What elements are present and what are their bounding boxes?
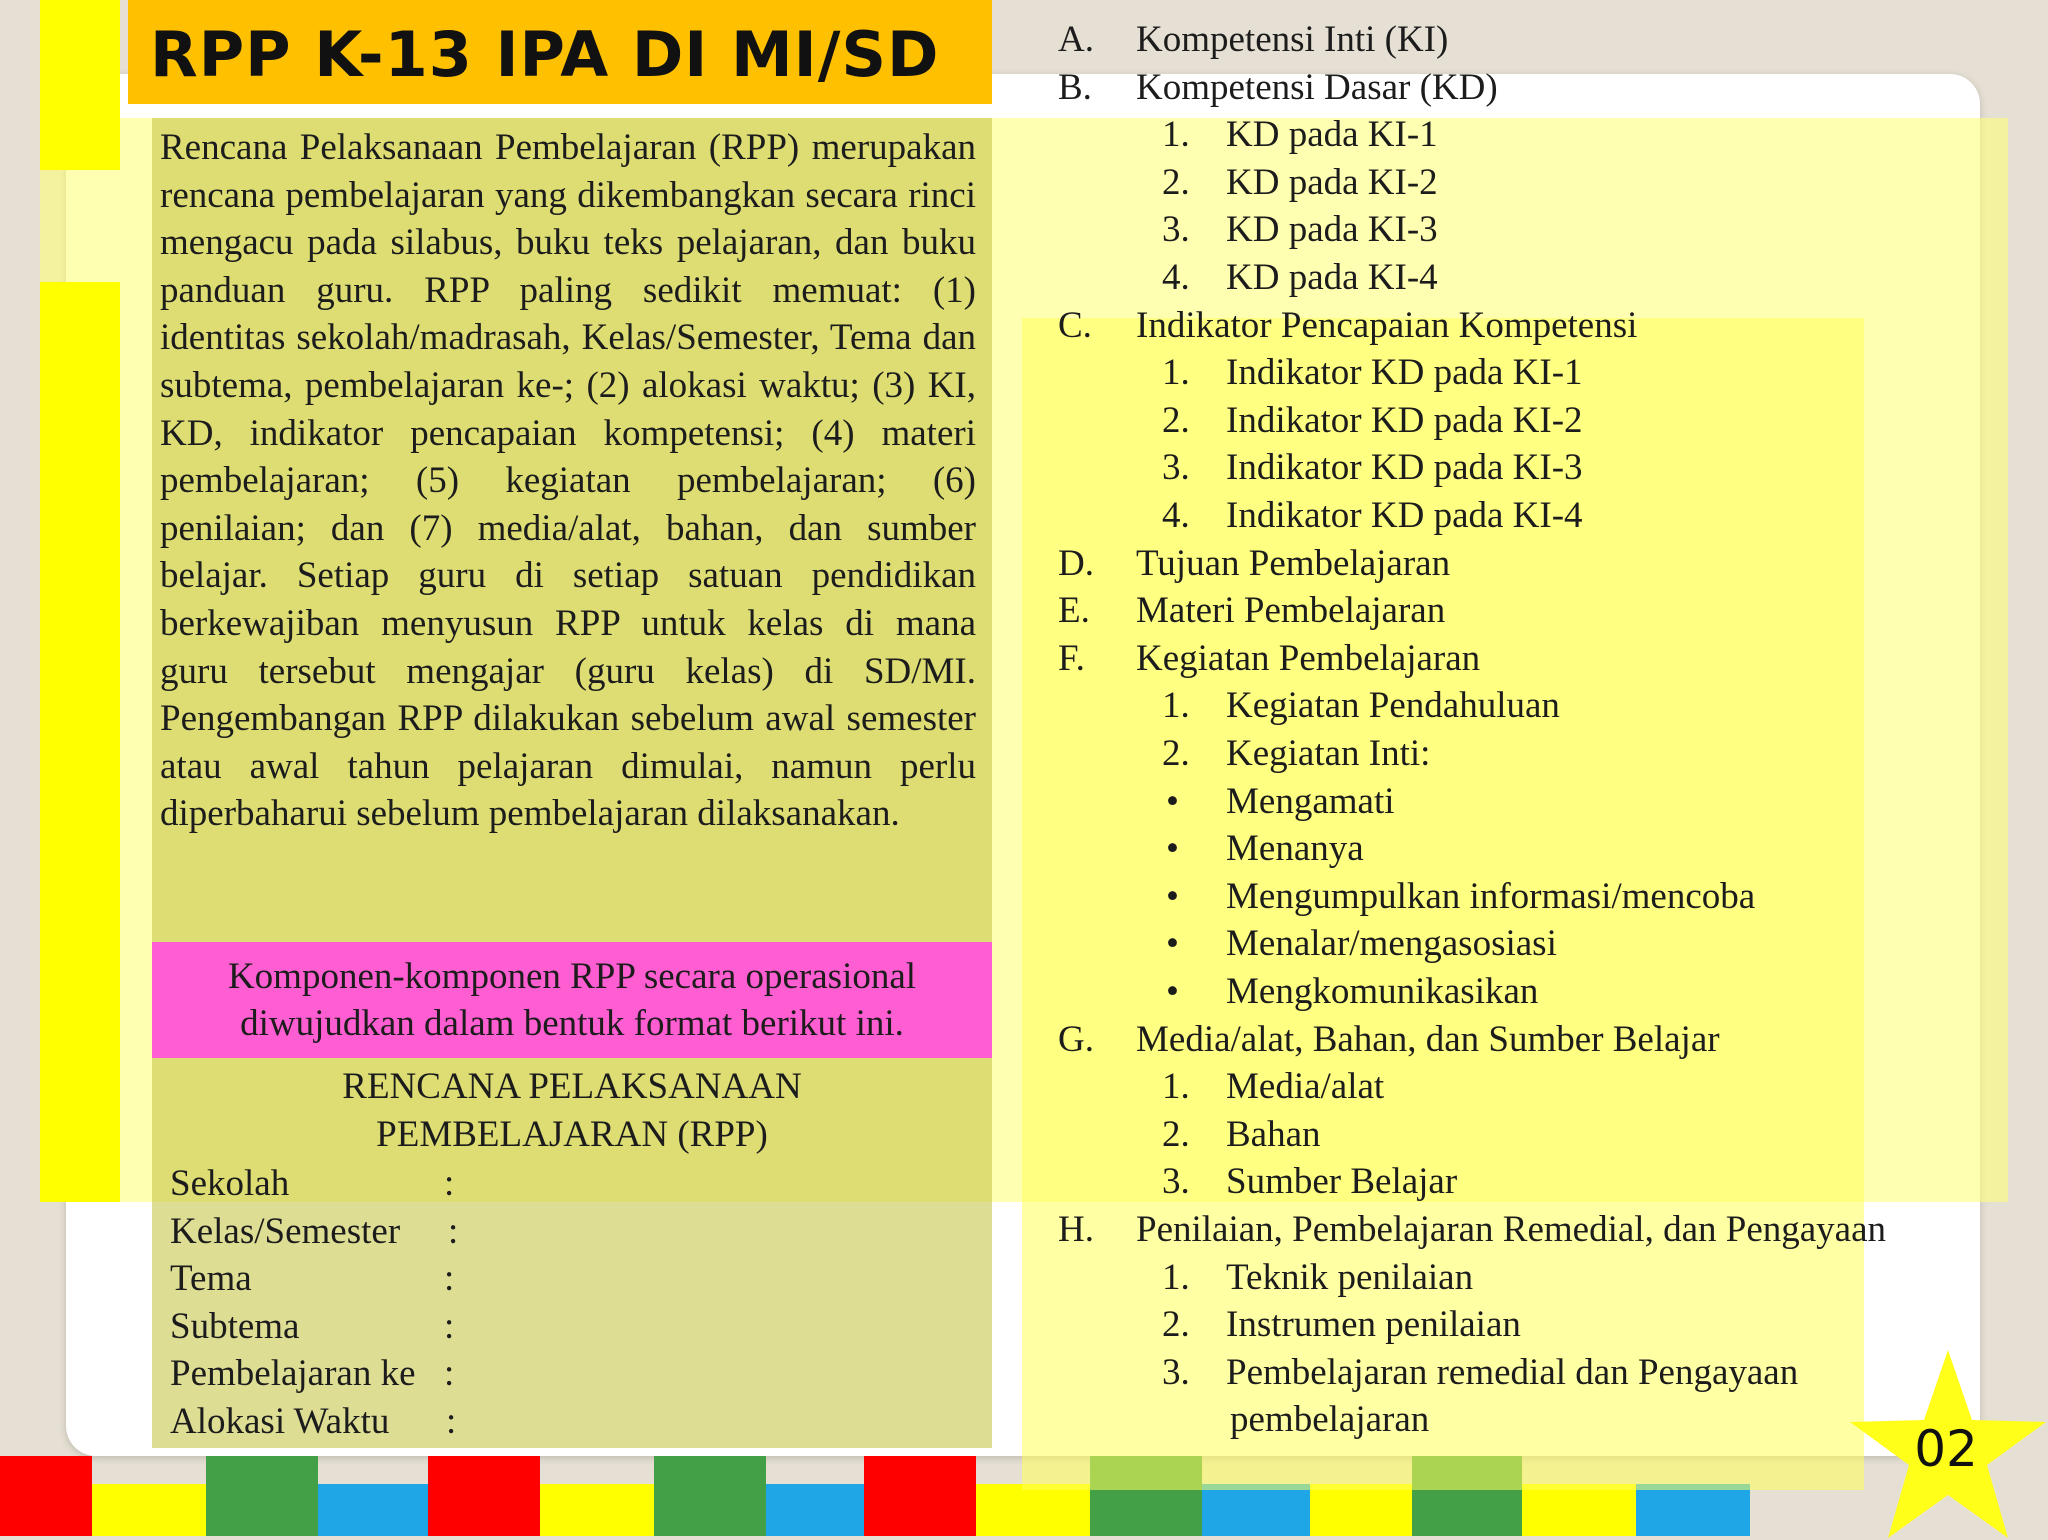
rpp-heading-line-1: RENCANA PELAKSANAAN (342, 1066, 802, 1107)
outline-marker: • (1166, 923, 1179, 965)
outline-item (1162, 254, 2048, 302)
outline-text: Materi Pembelajaran (1136, 590, 1446, 632)
form-field-row (170, 1208, 459, 1255)
strip-segment (318, 1484, 428, 1536)
outline-item (1162, 1254, 2048, 1302)
form-field-label: Sekolah (170, 1163, 290, 1204)
outline-item (1058, 1016, 2018, 1064)
outline-marker: E. (1058, 590, 1090, 632)
form-field-colon: : (448, 1210, 459, 1252)
outline-text: Media/alat (1226, 1066, 1385, 1108)
strip-segment (1202, 1484, 1310, 1536)
intro-paragraph: Rencana Pelaksanaan Pembelajaran (RPP) merupakan rencana pembelajaran yang dikembangkan secara rinci mengacu pada silabus, buku teks pelajaran, dan buku panduan guru. RPP paling sedikit memuat: (1) identitas sekolah/madrasah, Kelas/Semester, Tema dan subtema, pembelajaran ke-; (2) alokasi waktu; (3) KI, KD, indikator pencapaian kompetensi; (4) materi pembelajaran; (5) kegiatan pembelajaran; (6) penilaian; dan (7) media/alat, bahan, dan sumber belajar. Setiap guru di setiap satuan pendidikan berkewajiban menyusun RPP untuk kelas di mana guru tersebut mengajar (guru kelas) di SD/MI. Pengembangan RPP dilakukan sebelum awal semester atau awal tahun pelajaran dimulai, namun perlu diperbaharui sebelum pembelajaran dilaksanakan. (160, 127, 976, 835)
accent-bar-top (40, 0, 120, 170)
outline-item (1058, 16, 2018, 64)
outline-marker: 3. (1162, 447, 1190, 489)
outline-item (1058, 64, 2018, 112)
accent-bar-middle (40, 282, 120, 1202)
outline-text: Tujuan Pembelajaran (1136, 542, 1451, 584)
outline-marker: • (1166, 828, 1179, 870)
outline-item (1162, 206, 2048, 254)
outline-text: Instrumen penilaian (1226, 1304, 1521, 1346)
outline-text: Kegiatan Pembelajaran (1136, 637, 1481, 679)
outline-marker: 2. (1162, 733, 1190, 774)
strip-segment (92, 1484, 206, 1536)
outline-item (1162, 111, 2048, 159)
outline-text: Menanya (1226, 828, 1364, 870)
outline-text: KD pada KI-2 (1226, 161, 1438, 203)
outline-marker: 1. (1162, 352, 1190, 394)
outline-item (1058, 587, 2018, 635)
outline-item (1162, 873, 2048, 921)
form-field-colon: : (444, 1258, 455, 1300)
form-field-row (170, 1350, 455, 1397)
outline-marker: C. (1058, 304, 1092, 346)
outline-text: Kompetensi Dasar (KD) (1136, 66, 1498, 108)
outline-text: KD pada KI-3 (1226, 209, 1438, 251)
strip-segment (1522, 1484, 1636, 1536)
strip-segment (1636, 1484, 1750, 1536)
outline-marker: 2. (1162, 1113, 1190, 1155)
strip-segment (428, 1456, 540, 1536)
outline-text: Mengumpulkan informasi/mencoba (1226, 875, 1756, 917)
form-field-row (170, 1398, 457, 1445)
strip-segment (654, 1456, 766, 1536)
outline-marker: H. (1058, 1209, 1094, 1250)
page-title: RPP K-13 IPA DI MI/SD (150, 18, 940, 91)
outline-text: Kompetensi Inti (KI) (1136, 19, 1449, 60)
outline-marker: 2. (1162, 399, 1190, 441)
outline-item (1162, 349, 2048, 397)
outline-item (1162, 968, 2048, 1016)
form-field-row (170, 1255, 455, 1302)
outline-item (1162, 682, 2048, 730)
outline-text: KD pada KI-4 (1226, 257, 1438, 298)
outline-item (1162, 778, 2048, 826)
outline-marker: 3. (1162, 1161, 1190, 1203)
outline-text: Kegiatan Inti: (1226, 733, 1431, 774)
outline-marker: 1. (1162, 114, 1190, 156)
outline-text: Indikator KD pada KI-2 (1226, 399, 1583, 441)
outline-marker: 1. (1162, 685, 1190, 727)
callout-line-1: Komponen-komponen RPP secara operasional (227, 956, 917, 997)
outline-text: Teknik penilaian (1226, 1256, 1474, 1298)
form-field-label: Pembelajaran ke (170, 1353, 416, 1395)
outline-text: pembelajaran (1230, 1399, 1430, 1441)
outline-text: Pembelajaran remedial dan Pengayaan (1226, 1351, 1799, 1393)
outline-marker: 4. (1162, 495, 1190, 536)
strip-segment (766, 1484, 864, 1536)
callout-line-2: diwujudkan dalam bentuk format berikut ini. (240, 1003, 904, 1044)
outline-marker: F. (1058, 637, 1085, 679)
outline-marker: B. (1058, 66, 1092, 108)
outline-item (1058, 540, 2018, 588)
outline-marker: 1. (1162, 1256, 1190, 1298)
form-field-label: Tema (170, 1258, 252, 1300)
outline-marker: 4. (1162, 257, 1190, 298)
outline-item (1162, 1301, 2048, 1349)
outline-text: Menalar/mengasosiasi (1226, 923, 1557, 965)
outline-item (1162, 730, 2048, 778)
outline-text: Media/alat, Bahan, dan Sumber Belajar (1136, 1018, 1720, 1060)
outline-item (1162, 492, 2048, 540)
outline-marker: • (1166, 875, 1179, 917)
callout-box (152, 942, 992, 1058)
outline-text: Bahan (1226, 1113, 1321, 1155)
outline-item (1058, 302, 2018, 350)
outline-marker: 2. (1162, 161, 1190, 203)
outline-text: Indikator KD pada KI-1 (1226, 352, 1583, 394)
outline-text: Indikator Pencapaian Kompetensi (1136, 304, 1638, 346)
outline-marker: 1. (1162, 1066, 1190, 1108)
outline-text: Mengkomunikasikan (1226, 971, 1539, 1012)
strip-segment (976, 1484, 1090, 1536)
form-field-row (170, 1303, 455, 1350)
outline-marker: A. (1058, 19, 1094, 60)
outline-text: Sumber Belajar (1226, 1161, 1458, 1203)
outline-item (1162, 444, 2048, 492)
form-field-label: Subtema (170, 1305, 300, 1347)
outline-item (1162, 1063, 2048, 1111)
outline-marker: • (1166, 780, 1179, 822)
outline-marker: D. (1058, 542, 1094, 584)
outline-item (1162, 1111, 2048, 1159)
outline-text: Kegiatan Pendahuluan (1226, 685, 1560, 727)
form-field-colon: : (444, 1163, 455, 1204)
outline-item (1162, 397, 2048, 445)
outline-marker: 3. (1162, 1351, 1190, 1393)
outline-text: Penilaian, Pembelajaran Remedial, dan Pengayaan (1136, 1209, 1887, 1250)
outline-item (1058, 635, 2018, 683)
rpp-form-heading (152, 1063, 992, 1158)
outline-marker: 3. (1162, 209, 1190, 251)
form-field-label: Kelas/Semester (170, 1210, 401, 1252)
strip-segment (864, 1456, 976, 1536)
form-field-colon: : (446, 1401, 457, 1442)
outline-item (1162, 920, 2048, 968)
strip-segment (0, 1456, 92, 1536)
form-field-colon: : (444, 1353, 455, 1395)
outline-text: Indikator KD pada KI-4 (1226, 495, 1583, 536)
outline-marker: • (1166, 971, 1179, 1012)
outline-item (1162, 825, 2048, 873)
outline-item (1162, 1158, 2048, 1206)
outline-text: Mengamati (1226, 780, 1395, 822)
outline-item (1162, 159, 2048, 207)
strip-segment (1310, 1484, 1412, 1536)
rpp-heading-line-2: PEMBELAJARAN (RPP) (376, 1113, 768, 1155)
form-field-colon: : (444, 1305, 455, 1347)
form-field-label: Alokasi Waktu (170, 1401, 390, 1442)
strip-segment (540, 1484, 654, 1536)
outline-text: KD pada KI-1 (1226, 114, 1438, 156)
strip-segment (206, 1456, 318, 1536)
outline-marker: G. (1058, 1018, 1094, 1060)
outline-marker: 2. (1162, 1304, 1190, 1346)
page-number: 02 (1914, 1420, 1978, 1478)
outline-text: Indikator KD pada KI-3 (1226, 447, 1583, 489)
outline-item (1058, 1206, 2018, 1254)
form-field-row (170, 1160, 455, 1207)
